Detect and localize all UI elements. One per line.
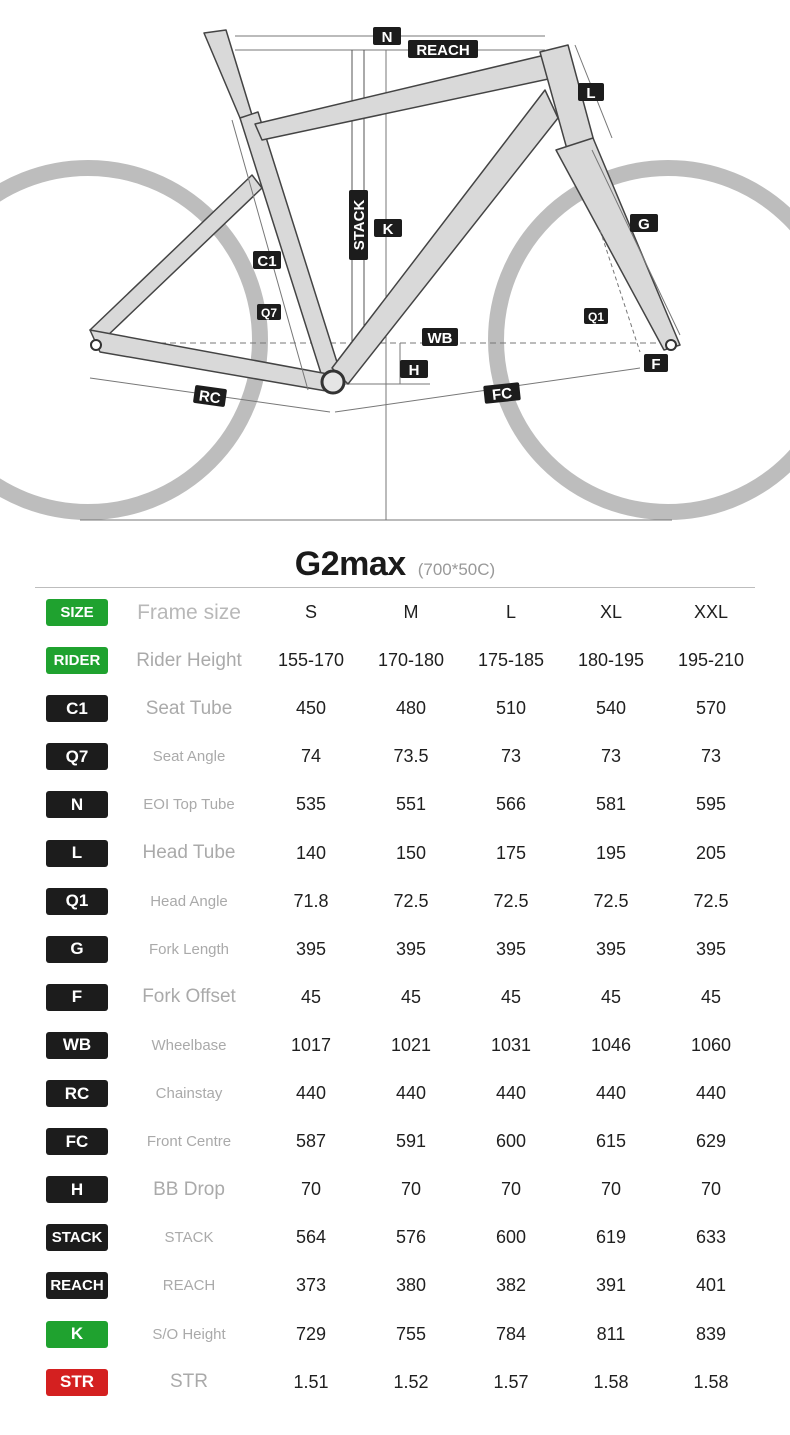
table-cell: 440 (495, 1083, 527, 1103)
svg-text:RC: RC (197, 387, 222, 408)
label-g (630, 214, 658, 233)
table-row (0, 878, 790, 926)
table-cell: S (304, 602, 317, 622)
table-cell: 205 (695, 842, 727, 863)
label-reach (408, 40, 478, 59)
table-cell: 1017 (290, 1034, 332, 1055)
table-cell: 570 (695, 698, 727, 719)
row-code-badge: WB (46, 1032, 108, 1059)
row-code-badge: RC (46, 1080, 108, 1107)
svg-text:F: F (651, 356, 661, 373)
row-name: STR (170, 1371, 208, 1393)
table-row (0, 1262, 790, 1310)
table-cell: 195 (595, 842, 627, 863)
row-code-badge: RIDER (46, 647, 108, 674)
table-cell: 619 (595, 1227, 627, 1248)
title-divider (35, 587, 755, 588)
table-cell: 401 (695, 1275, 727, 1296)
table-row (0, 1311, 790, 1359)
table-cell: 510 (495, 698, 527, 719)
row-name: S/O Height (152, 1325, 226, 1343)
table-cell: 450 (295, 698, 327, 719)
table-cell: 70 (600, 1179, 622, 1200)
table-cell: 566 (495, 794, 527, 815)
label-q7 (257, 304, 281, 320)
table-cell: 195-210 (677, 650, 745, 671)
table-cell: 150 (395, 842, 427, 863)
svg-text:L: L (586, 85, 596, 102)
row-name: Wheelbase (151, 1036, 227, 1054)
svg-text:Q7: Q7 (260, 306, 278, 320)
table-cell: 440 (395, 1083, 427, 1103)
table-cell: 440 (695, 1083, 727, 1103)
table-cell: 1060 (690, 1034, 732, 1055)
label-wb (422, 328, 458, 347)
table-cell: 1.51 (293, 1371, 329, 1392)
table-cell: 74 (300, 746, 322, 767)
svg-text:FC: FC (491, 384, 513, 404)
rear-dropout (91, 340, 101, 350)
table-cell: 70 (700, 1179, 722, 1200)
table-cell: 595 (695, 794, 727, 815)
frame-geometry-diagram (0, 0, 790, 540)
table-cell: 784 (495, 1323, 527, 1344)
svg-text:WB: WB (427, 330, 453, 347)
table-cell: 45 (300, 986, 322, 1007)
row-name: Frame size (137, 600, 241, 624)
table-cell: 72.5 (393, 890, 429, 911)
svg-text:STACK: STACK (351, 199, 368, 251)
row-code-badge: Q7 (46, 743, 108, 770)
table-row (0, 589, 790, 637)
row-name: STACK (164, 1229, 214, 1247)
table-row (0, 974, 790, 1022)
table-cell: 535 (295, 794, 327, 815)
table-cell: 180-195 (577, 650, 645, 671)
row-code-badge: G (46, 936, 108, 963)
row-code-badge: REACH (46, 1272, 108, 1299)
table-cell: 175-185 (477, 650, 545, 671)
table-cell: M (403, 602, 419, 622)
table-row (0, 733, 790, 781)
table-cell: 576 (395, 1227, 427, 1248)
table-cell: 729 (295, 1323, 327, 1344)
table-cell: XXL (693, 602, 729, 622)
svg-text:Q1: Q1 (587, 310, 605, 324)
table-row (0, 1214, 790, 1262)
table-cell: 395 (495, 938, 527, 959)
table-row (0, 637, 790, 685)
table-cell: 600 (495, 1131, 527, 1152)
table-cell: 71.8 (293, 890, 329, 911)
table-cell: 1.52 (393, 1371, 429, 1392)
row-name: Head Tube (142, 842, 236, 863)
table-cell: 70 (500, 1179, 522, 1200)
row-code-badge: FC (46, 1128, 108, 1155)
table-row (0, 1022, 790, 1070)
table-cell: 587 (295, 1131, 327, 1152)
table-cell: XL (599, 602, 623, 622)
svg-text:K: K (382, 221, 394, 238)
table-cell: 755 (395, 1323, 427, 1344)
table-cell: 45 (400, 986, 422, 1007)
table-cell: 633 (695, 1227, 727, 1248)
table-row (0, 1070, 790, 1118)
table-cell: 1.57 (493, 1371, 529, 1392)
table-cell: 72.5 (593, 890, 629, 911)
table-cell: 70 (300, 1179, 322, 1200)
row-code-badge: H (46, 1176, 108, 1203)
bottom-bracket (322, 371, 344, 393)
model-name: G2max (294, 545, 406, 583)
label-f (644, 354, 668, 373)
table-cell: 391 (595, 1275, 627, 1296)
table-cell: 600 (495, 1227, 527, 1248)
svg-text:G: G (638, 216, 650, 233)
table-cell: 72.5 (493, 890, 529, 911)
table-cell: 175 (495, 842, 527, 863)
row-code-badge: L (46, 840, 108, 867)
table-cell: 440 (295, 1083, 327, 1103)
row-code-badge: STACK (46, 1224, 108, 1251)
row-name: Chainstay (155, 1085, 223, 1102)
table-cell: 540 (595, 698, 627, 719)
table-cell: 155-170 (277, 650, 345, 671)
row-code-badge: N (46, 791, 108, 818)
table-cell: L (505, 602, 516, 622)
table-cell: 440 (595, 1083, 627, 1103)
row-name: Fork Offset (142, 986, 236, 1008)
table-cell: 73 (500, 746, 522, 767)
row-code-badge: C1 (46, 695, 108, 722)
table-row (0, 830, 790, 878)
table-cell: 45 (700, 986, 722, 1007)
tire-spec: (700*50C) (417, 560, 496, 579)
table-cell: 811 (596, 1323, 626, 1344)
row-code-badge: F (46, 984, 108, 1011)
table-cell: 45 (500, 986, 522, 1007)
table-cell: 380 (395, 1275, 427, 1296)
table-row (0, 685, 790, 733)
table-row (0, 1359, 790, 1407)
table-cell: 629 (695, 1131, 727, 1152)
table-cell: 382 (495, 1275, 527, 1296)
svg-text:C1: C1 (257, 253, 277, 270)
table-cell: 70 (400, 1179, 422, 1200)
table-cell: 1.58 (593, 1371, 629, 1392)
svg-text:N: N (381, 29, 393, 46)
label-k (374, 219, 402, 238)
table-cell: 581 (595, 794, 627, 815)
label-q1 (584, 308, 608, 324)
table-cell: 73.5 (393, 746, 429, 767)
table-cell: 73 (700, 746, 722, 767)
row-name: Rider Height (136, 649, 242, 671)
table-cell: 395 (395, 938, 427, 959)
label-n (373, 27, 401, 46)
table-cell: 45 (600, 986, 622, 1007)
row-name: Head Angle (150, 892, 228, 910)
row-name: EOI Top Tube (143, 796, 235, 814)
table-cell: 1031 (490, 1034, 532, 1055)
row-code-badge: STR (46, 1369, 108, 1396)
row-name: Front Centre (146, 1133, 232, 1151)
label-stack (349, 190, 368, 260)
table-row (0, 1118, 790, 1166)
table-cell: 480 (395, 698, 427, 719)
label-h (400, 360, 428, 379)
table-cell: 395 (695, 938, 727, 959)
row-name: Fork Length (148, 940, 230, 958)
table-cell: 839 (695, 1323, 727, 1344)
table-row (0, 1166, 790, 1214)
table-cell: 615 (595, 1131, 627, 1152)
table-cell: 1021 (390, 1034, 432, 1055)
front-dropout (666, 340, 676, 350)
svg-text:H: H (408, 362, 420, 379)
label-l (578, 83, 604, 102)
table-cell: 395 (595, 938, 627, 959)
model-title (0, 545, 790, 584)
table-cell: 551 (395, 794, 427, 815)
row-name: Seat Tube (145, 697, 233, 719)
row-code-badge: K (46, 1321, 108, 1348)
table-cell: 140 (295, 842, 327, 863)
table-cell: 373 (295, 1275, 327, 1296)
table-cell: 1.58 (693, 1371, 729, 1392)
table-cell: 1046 (590, 1034, 632, 1055)
table-cell: 564 (295, 1227, 327, 1248)
table-row (0, 926, 790, 974)
row-name: BB Drop (153, 1178, 225, 1200)
table-row (0, 781, 790, 829)
table-cell: 73 (600, 746, 622, 767)
table-cell: 170-180 (377, 650, 445, 671)
label-rc (193, 385, 227, 408)
table-cell: 591 (395, 1131, 427, 1152)
label-c1 (253, 251, 281, 270)
svg-text:REACH: REACH (416, 42, 470, 59)
row-code-badge: Q1 (46, 888, 108, 915)
row-name: Seat Angle (152, 748, 226, 766)
table-cell: 395 (295, 938, 327, 959)
row-name: REACH (162, 1277, 216, 1295)
table-cell: 72.5 (693, 890, 729, 911)
row-code-badge: SIZE (46, 599, 108, 626)
